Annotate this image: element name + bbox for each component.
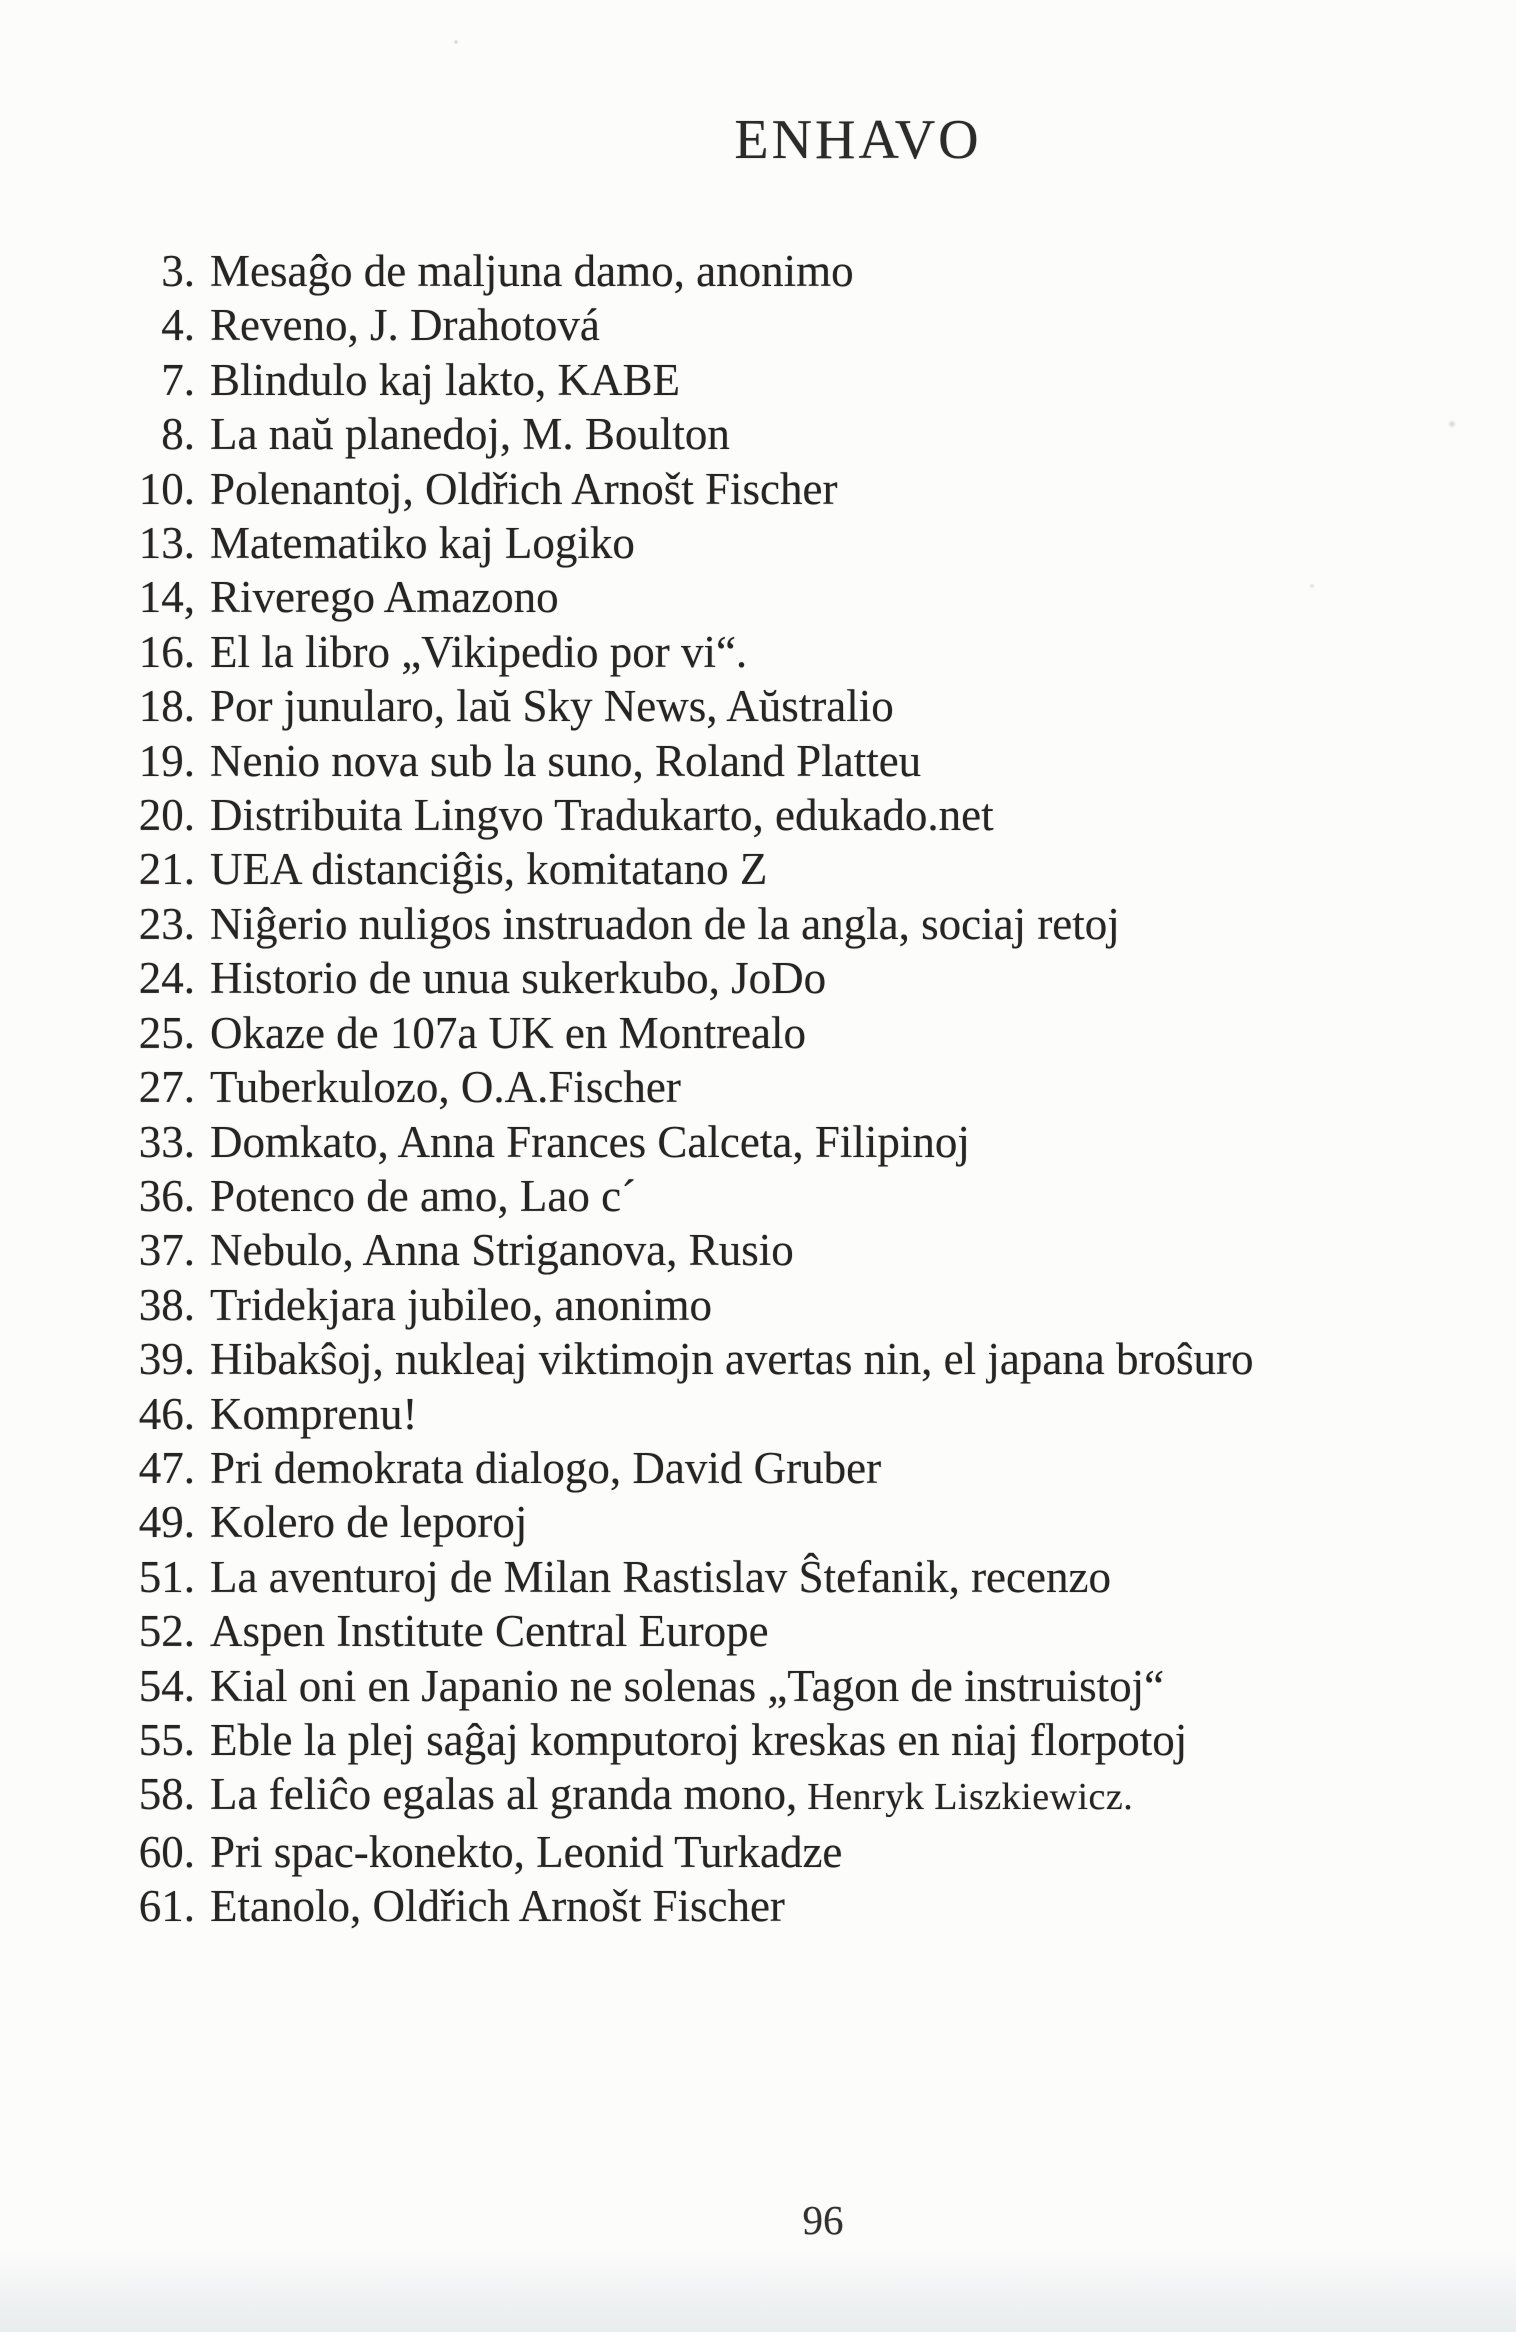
toc-entry-number: 55. (138, 1714, 195, 1765)
toc-entry-number: 36. (138, 1170, 195, 1221)
toc-entry-number: 7. (161, 354, 195, 405)
toc-entry-text: Matematiko kaj Logiko (210, 518, 635, 569)
toc-entry-text: La aventuroj de Milan Rastislav Ŝtefanik, recenzo (210, 1551, 1111, 1602)
toc-entry-text: Aspen Institute Central Europe (210, 1606, 769, 1657)
toc-entry-number: 54. (138, 1660, 195, 1711)
toc-entry-text: Polenantoj, Oldřich Arnošt Fischer (210, 463, 838, 514)
toc-entry-number: 46. (138, 1388, 195, 1439)
toc-entry (127, 734, 1497, 788)
toc-entry-number: 61. (138, 1881, 195, 1932)
toc-entry (127, 897, 1497, 951)
toc-entry (127, 679, 1497, 733)
toc-entry-number: 37. (138, 1225, 195, 1276)
toc-entry-text: Pri spac-konekto, Leonid Turkadze (210, 1826, 843, 1877)
toc-entry-text: La feliĉo egalas al granda mono, (210, 1769, 798, 1820)
toc-entry-number: 4. (161, 300, 195, 351)
toc-entry-text: Kial oni en Japanio ne solenas „Tagon de instruistoj“ (210, 1660, 1165, 1711)
toc-entry-number: 16. (138, 626, 195, 677)
toc-entry (127, 1441, 1497, 1495)
toc-entry-text: El la libro „Vikipedio por vi“. (210, 626, 748, 677)
toc-entry-text: Historio de unua sukerkubo, JoDo (210, 953, 827, 1004)
toc-entry-author: Henryk Liszkiewicz. (797, 1776, 1134, 1819)
toc-entry-text: Domkato, Anna Frances Calceta, Filipinoj (210, 1116, 970, 1167)
toc-entry (127, 1278, 1497, 1332)
toc-entry (127, 1223, 1497, 1277)
toc-entry-text: Nenio nova sub la suno, Roland Platteu (210, 735, 922, 786)
toc-entry (127, 1550, 1497, 1604)
toc-entry (127, 1060, 1497, 1114)
toc-entry-number: 19. (138, 735, 195, 786)
toc-entry (127, 1825, 1497, 1879)
toc-entry-text: Blindulo kaj lakto, KABE (210, 354, 680, 405)
toc-entry (127, 1713, 1497, 1767)
toc-entry-text: Tridekjara jubileo, anonimo (210, 1279, 713, 1330)
toc-entry (127, 1387, 1497, 1441)
toc-entry (127, 516, 1497, 570)
toc-entry-number: 49. (138, 1497, 195, 1548)
toc-entry (127, 1006, 1497, 1060)
toc-entry-text: Komprenu! (210, 1388, 418, 1439)
toc-entry-number: 20. (138, 790, 195, 841)
toc-entry-number: 51. (138, 1551, 195, 1602)
toc-entry-text: Etanolo, Oldřich Arnošt Fischer (210, 1881, 785, 1932)
toc-entry (127, 1115, 1497, 1169)
toc-entry-number: 3. (161, 246, 195, 296)
toc-entry-number: 33. (138, 1116, 195, 1167)
toc-entry (127, 1169, 1497, 1223)
toc-entry-text: Kolero de leporoj (210, 1497, 528, 1548)
toc-entry-text: Distribuita Lingvo Tradukarto, edukado.net (210, 790, 994, 841)
toc-entry-number: 24. (138, 953, 195, 1004)
toc-entry-number: 38. (138, 1279, 195, 1330)
toc-entry-number: 21. (138, 844, 195, 895)
toc-entry (127, 1495, 1497, 1549)
toc-entry-number: 14, (138, 572, 195, 623)
toc-entry (127, 625, 1497, 679)
toc-entry-text: Okaze de 107a UK en Montrealo (210, 1007, 807, 1058)
toc-entry-text: Riverego Amazono (210, 572, 559, 623)
toc-entry (127, 842, 1497, 896)
toc-entry (127, 1604, 1497, 1658)
toc-entry-text: La naŭ planedoj, M. Boulton (210, 409, 730, 460)
toc-entry-number: 47. (138, 1442, 195, 1493)
toc-entry (127, 1332, 1497, 1386)
toc-entry (127, 407, 1497, 461)
toc-entry-number: 27. (138, 1062, 195, 1113)
toc-entry-text: Niĝerio nuligos instruadon de la angla, sociaj retoj (210, 898, 1120, 949)
page-number: 96 (802, 2197, 844, 2243)
toc-entry-text: Potenco de amo, Lao c´ (210, 1170, 637, 1221)
toc-entry (127, 1767, 1497, 1824)
toc-entry-number: 8. (161, 409, 195, 460)
toc-entry-number: 10. (138, 463, 195, 514)
toc-entry-number: 25. (138, 1007, 195, 1058)
toc-list (127, 244, 1497, 1934)
toc-entry-number: 58. (138, 1769, 195, 1820)
toc-entry-text: Nebulo, Anna Striganova, Rusio (210, 1225, 794, 1276)
toc-entry (127, 1659, 1497, 1713)
toc-entry-number: 18. (138, 681, 195, 732)
toc-entry-text: Pri demokrata dialogo, David Gruber (210, 1442, 882, 1493)
toc-entry-number: 13. (138, 518, 195, 569)
toc-entry (127, 788, 1497, 842)
toc-entry-number: 52. (138, 1606, 195, 1657)
toc-entry-text: Mesaĝo de maljuna damo, anonimo (210, 246, 854, 296)
toc-entry-number: 39. (138, 1334, 195, 1385)
toc-entry (127, 951, 1497, 1005)
page-title: ENHAVO (734, 109, 982, 171)
toc-entry (127, 353, 1497, 407)
toc-entry-text: Eble la plej saĝaj komputoroj kreskas en niaj florpotoj (210, 1714, 1188, 1765)
toc-entry-number: 23. (138, 898, 195, 949)
toc-entry (127, 462, 1497, 516)
toc-entry (127, 298, 1497, 352)
toc-entry-text: Reveno, J. Drahotová (210, 300, 600, 351)
toc-entry (127, 1879, 1497, 1933)
toc-entry (127, 570, 1497, 624)
toc-entry-text: Por junularo, laŭ Sky News, Aŭstralio (210, 681, 894, 732)
toc-entry-text: Hibakŝoj, nukleaj viktimojn avertas nin, el japana broŝuro (210, 1334, 1254, 1385)
toc-entry-text: UEA distanciĝis, komitatano Z (210, 844, 768, 895)
toc-entry-text: Tuberkulozo, O.A.Fischer (210, 1062, 681, 1113)
toc-entry (127, 244, 1497, 298)
toc-entry-number: 60. (138, 1826, 195, 1877)
